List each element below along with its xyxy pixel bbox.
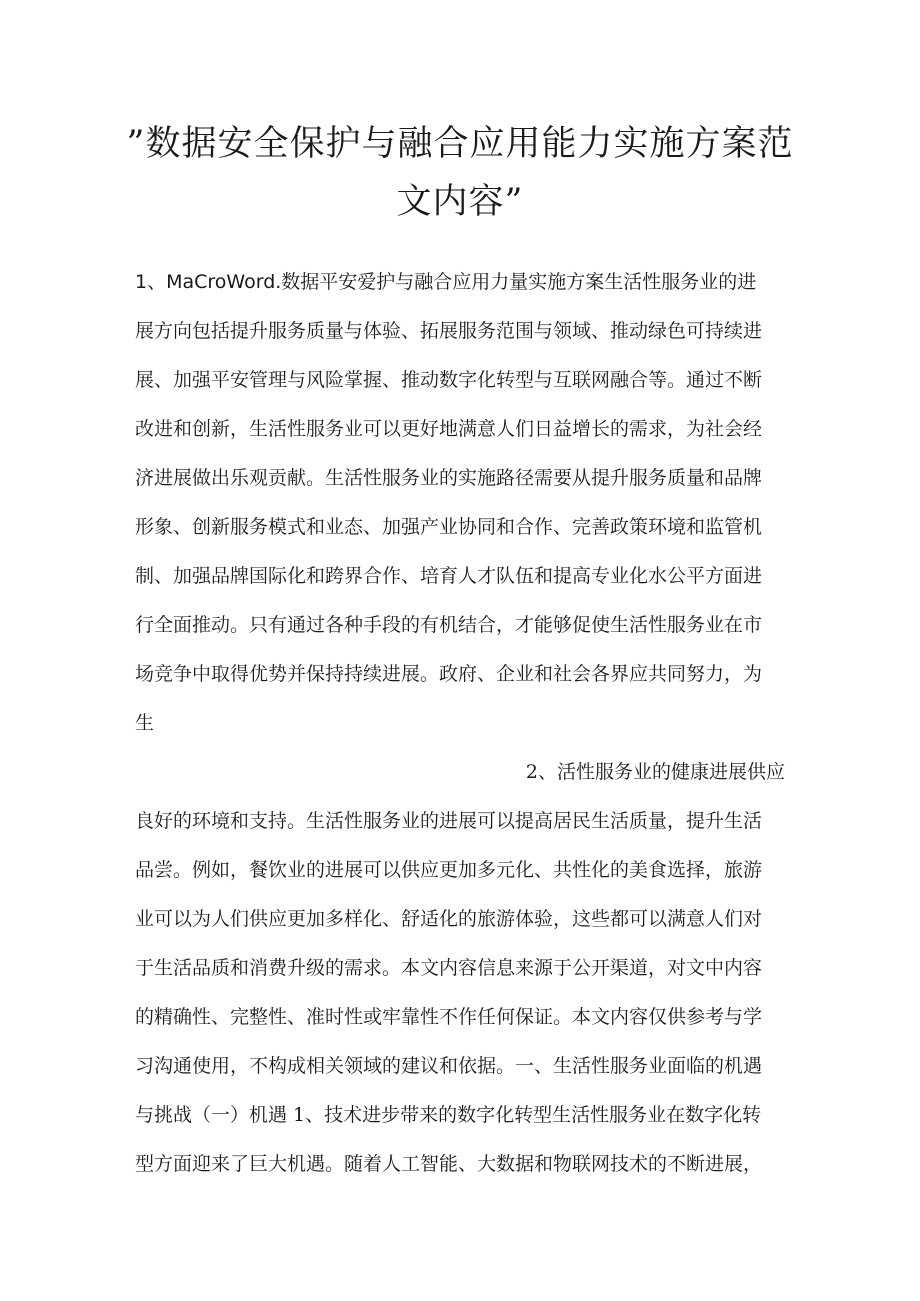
paragraph-1-line-6: 形象、创新服务模式和业态、加强产业协同和合作、完善政策环境和监管机 [135,516,763,538]
paragraph-2-line-4: 业可以为人们供应更加多样化、舒适化的旅游体验，这些都可以满意人们对 [135,908,763,930]
paragraph-1-line-8: 行全面推动。只有通过各种手段的有机结合，才能够促使生活性服务业在市 [135,614,763,636]
paragraph-1-line-7: 制、加强品牌国际化和跨界合作、培育人才队伍和提高专业化水公平方面进 [135,565,763,587]
paragraph-2-line-2: 良好的环境和支持。生活性服务业的进展可以提高居民生活质量，提升生活 [135,810,763,832]
document-title-line-2: 文内容” [396,182,524,222]
paragraph-number: 1、 [135,271,167,293]
paragraph-2-line-3: 品尝。例如，餐饮业的进展可以供应更加多元化、共性化的美食选择，旅游 [135,859,763,881]
paragraph-1-line-4: 改进和创新，生活性服务业可以更好地满意人们日益增长的需求，为社会经 [135,418,763,440]
brand-name: MaCroWord. [166,271,282,293]
paragraph-1-line-2: 展方向包括提升服务质量与体验、拓展服务范围与领域、推动绿色可持续进 [135,320,763,342]
document-title-line-1: ”数据安全保护与融合应用能力实施方案范 [126,124,794,164]
paragraph-1-line-9: 场竞争中取得优势并保持持续进展。政府、企业和社会各界应共同努力，为 [135,663,763,685]
paragraph-2-line-9: 型方面迎来了巨大机遇。随着人工智能、大数据和物联网技术的不断进展， [135,1153,763,1175]
paragraph-1-text-1: 数据平安爱护与融合应用力量实施方案生活性服务业的进 [281,271,757,293]
paragraph-1-line-3: 展、加强平安管理与风险掌握、推动数字化转型与互联网融合等。通过不断 [135,369,763,391]
paragraph-1-line-1 [135,269,756,295]
paragraph-2-line-5: 于生活品质和消费升级的需求。本文内容信息来源于公开渠道，对文中内容 [135,957,763,979]
paragraph-2-line-8: 与挑战（一）机遇 1、技术进步带来的数字化转型生活性服务业在数字化转 [135,1104,762,1126]
paragraph-2-line-1: 2、活性服务业的健康进展供应 [525,761,785,783]
paragraph-1-line-10: 生 [135,712,155,734]
paragraph-2-line-6: 的精确性、完整性、准时性或牢靠性不作任何保证。本文内容仅供参考与学 [135,1006,763,1028]
paragraph-2-line-7: 习沟通使用，不构成相关领域的建议和依据。一、生活性服务业面临的机遇 [135,1055,763,1077]
paragraph-1-line-5: 济进展做出乐观贡献。生活性服务业的实施路径需要从提升服务质量和品牌 [135,467,763,489]
